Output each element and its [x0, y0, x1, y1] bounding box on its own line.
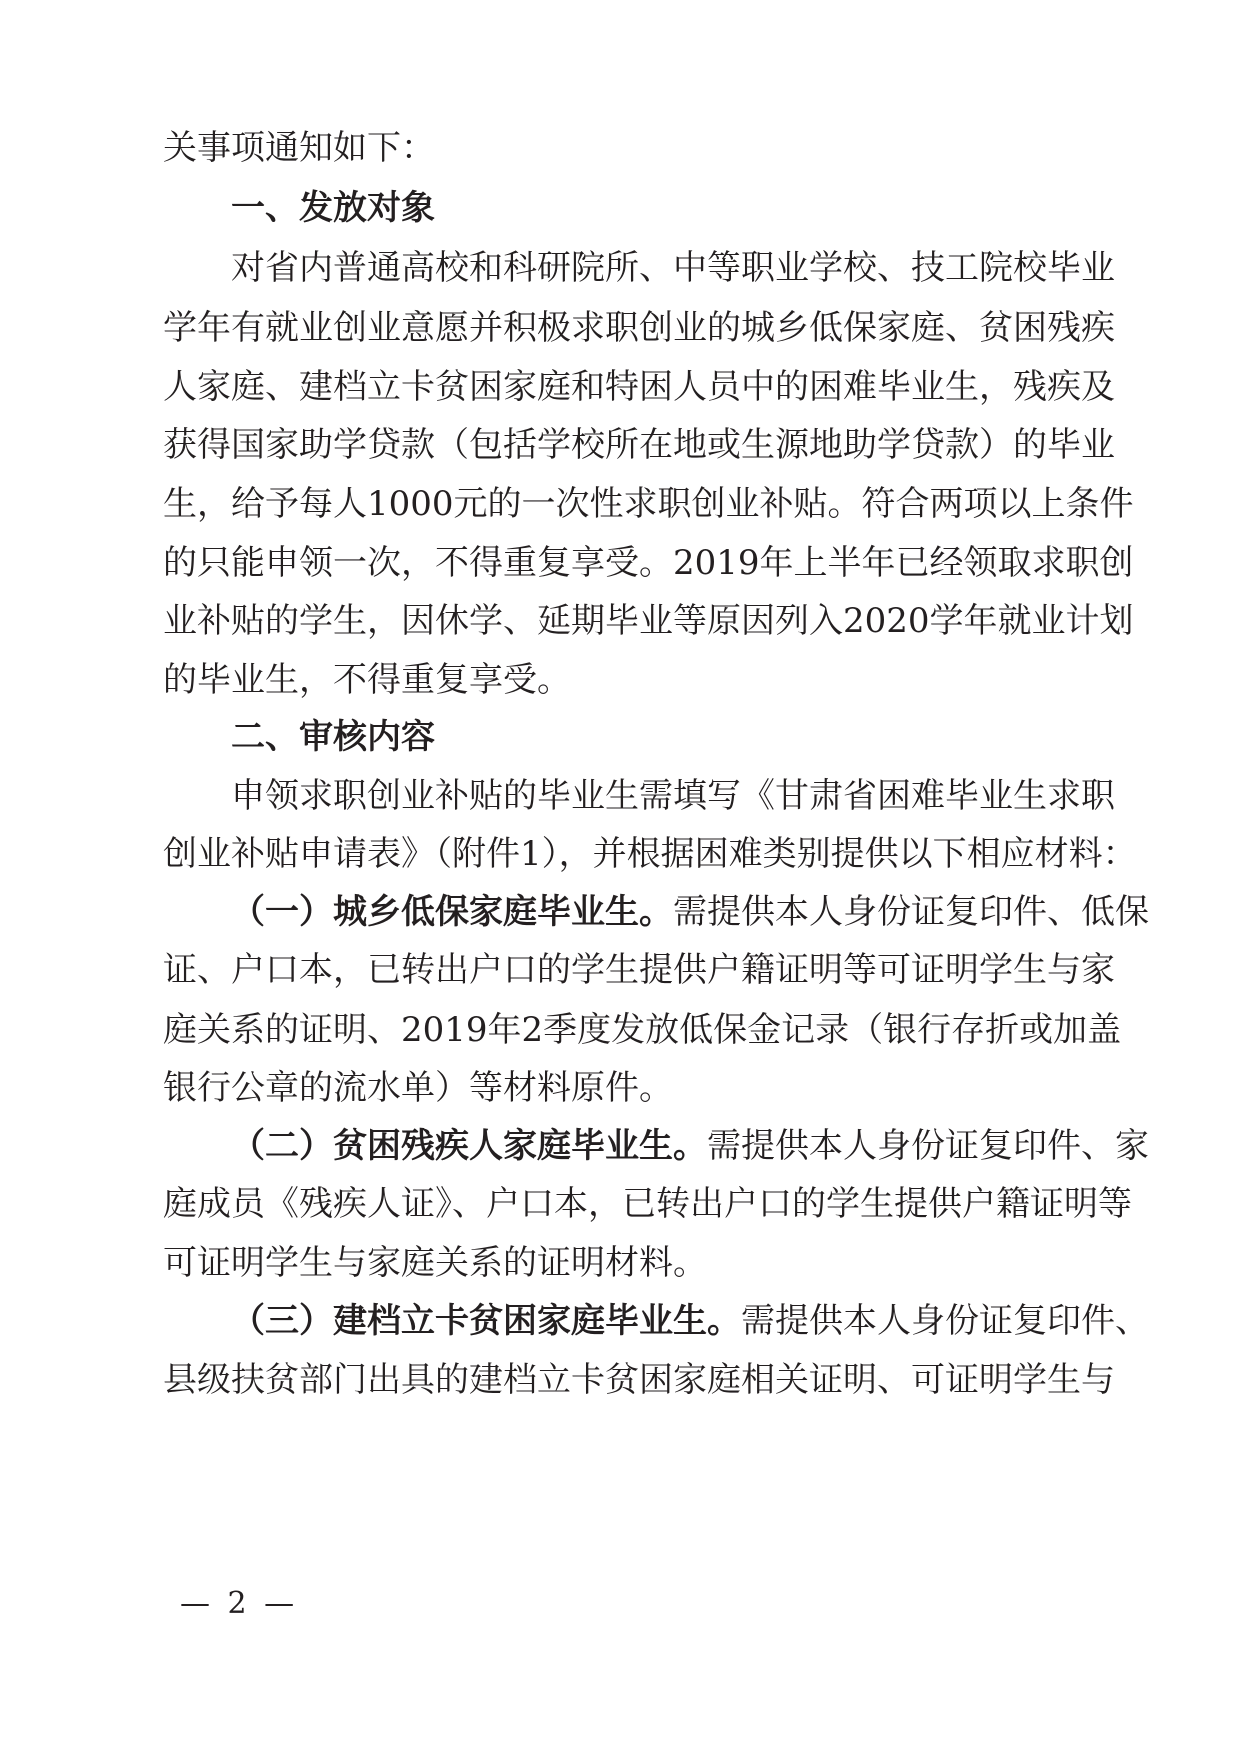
paragraph-line: 的毕业生，不得重复享受。 — [163, 660, 571, 700]
paragraph-line: 人家庭、建档立卡贫困家庭和特困人员中的困难毕业生，残疾及 — [163, 367, 1115, 407]
section-heading: 一、发放对象 — [231, 188, 435, 228]
paragraph-line — [231, 1126, 1149, 1166]
paragraph-line: 县级扶贫部门出具的建档立卡贫困家庭相关证明、可证明学生与 — [163, 1360, 1115, 1400]
paragraph-line: 对省内普通高校和科研院所、中等职业学校、技工院校毕业 — [231, 248, 1115, 288]
paragraph-line: 生，给予每人1000元的一次性求职创业补贴。符合两项以上条件 — [163, 484, 1134, 524]
subsection-text: 需提供本人身份证复印件、 — [741, 1301, 1149, 1341]
paragraph-line: 的只能申领一次，不得重复享受。2019年上半年已经领取求职创 — [163, 543, 1134, 583]
paragraph-line: 申领求职创业补贴的毕业生需填写《甘肃省困难毕业生求职 — [231, 776, 1115, 816]
paragraph-line — [231, 892, 1149, 932]
paragraph-line: 证、户口本，已转出户口的学生提供户籍证明等可证明学生与家 — [163, 950, 1115, 990]
subsection-lead: （二）贫困残疾人家庭毕业生。 — [231, 1126, 707, 1166]
paragraph-line: 银行公章的流水单）等材料原件。 — [163, 1068, 673, 1108]
paragraph-line: 业补贴的学生，因休学、延期毕业等原因列入2020学年就业计划 — [163, 601, 1134, 641]
page-number: — 2 — — [180, 1586, 299, 1621]
paragraph-line: 可证明学生与家庭关系的证明材料。 — [163, 1243, 707, 1283]
paragraph-line: 创业补贴申请表》（附件1），并根据困难类别提供以下相应材料： — [163, 834, 1137, 874]
paragraph-line — [231, 1301, 1149, 1341]
paragraph-line: 获得国家助学贷款（包括学校所在地或生源地助学贷款）的毕业 — [163, 425, 1115, 465]
paragraph-line: 庭成员《残疾人证》、户口本，已转出户口的学生提供户籍证明等 — [163, 1184, 1132, 1224]
paragraph-line: 庭关系的证明、2019年2季度发放低保金记录（银行存折或加盖 — [163, 1010, 1122, 1050]
subsection-lead: （三）建档立卡贫困家庭毕业生。 — [231, 1301, 741, 1341]
section-heading: 二、审核内容 — [231, 717, 435, 757]
subsection-text: 需提供本人身份证复印件、低保 — [673, 892, 1149, 932]
paragraph-line: 关事项通知如下： — [163, 128, 435, 168]
subsection-text: 需提供本人身份证复印件、家 — [707, 1126, 1149, 1166]
paragraph-line: 学年有就业创业意愿并积极求职创业的城乡低保家庭、贫困残疾 — [163, 308, 1115, 348]
subsection-lead: （一）城乡低保家庭毕业生。 — [231, 892, 673, 932]
